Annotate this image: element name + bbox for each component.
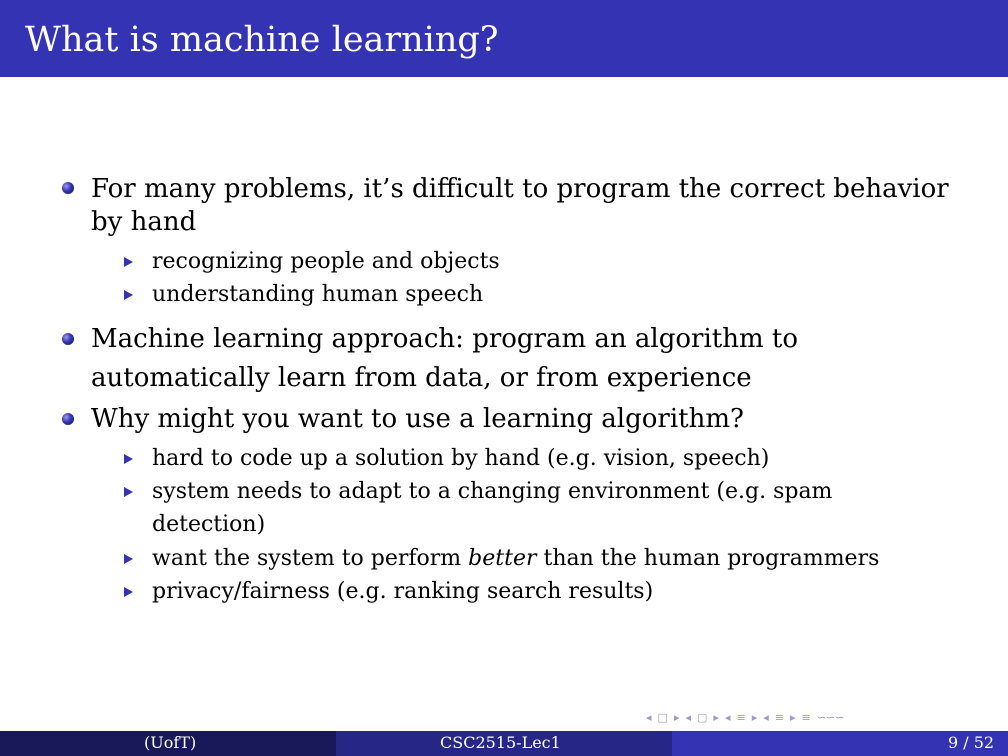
nav-prev-subsection-icon[interactable]: ◂	[685, 710, 691, 724]
triangle-bullet-icon	[124, 587, 133, 597]
bullet-icon	[62, 182, 74, 194]
footer-right-panel	[672, 731, 1008, 756]
sub-bullet-3-2: system needs to adapt to a changing environment (e.g. spam	[152, 479, 833, 504]
sub-bullet-3-4: privacy/fairness (e.g. ranking search results)	[152, 579, 654, 604]
nav-prev-frame-icon[interactable]: ◂	[646, 710, 652, 724]
bullet-2-line-2: automatically learn from data, or from experience	[91, 363, 752, 393]
nav-appendix-icon[interactable]: ≡	[801, 710, 811, 724]
triangle-bullet-icon	[124, 454, 133, 464]
footer-left-panel	[0, 731, 336, 756]
nav-search-icon[interactable]: ∽∽∽	[816, 710, 845, 724]
footer-institution: (UofT)	[144, 733, 197, 752]
nav-next-subsection-icon[interactable]: ▸	[713, 710, 719, 724]
bullet-3-line-1: Why might you want to use a learning algorithm?	[91, 404, 744, 434]
bullet-icon	[62, 413, 74, 425]
nav-document-icon[interactable]: ≡	[774, 710, 784, 724]
emphasis-better: better	[468, 546, 537, 571]
bullet-2-line-1: Machine learning approach: program an algorithm to	[91, 324, 798, 354]
bullet-1-line-1: For many problems, it’s difficult to program the correct behavior	[91, 174, 949, 204]
sub-bullet-3-1: hard to code up a solution by hand (e.g. vision, speech)	[152, 446, 770, 471]
nav-section-icon[interactable]: ≡	[736, 710, 746, 724]
footer-course: CSC2515-Lec1	[440, 733, 561, 752]
bullet-1-line-2: by hand	[91, 207, 197, 237]
triangle-bullet-icon	[124, 290, 133, 300]
triangle-bullet-icon	[124, 554, 133, 564]
nav-frame-icon[interactable]: □	[657, 710, 668, 724]
sub-bullet-1-1: recognizing people and objects	[152, 249, 500, 274]
footer	[0, 731, 1008, 756]
footer-page-number: 9 / 52	[948, 733, 995, 752]
bullet-icon	[62, 333, 74, 345]
sub-bullet-3-2-cont: detection)	[152, 512, 266, 537]
footer-center-panel	[336, 731, 672, 756]
beamer-navigation	[646, 708, 844, 726]
sub-bullet-3-3-part-1: want the system to perform	[152, 546, 469, 571]
sub-bullet-3-3-part-2: than the human programmers	[536, 546, 880, 571]
nav-subsection-icon[interactable]: ▢	[697, 710, 708, 724]
slide-title: What is machine learning?	[25, 20, 499, 60]
nav-prev-section-icon[interactable]: ◂	[724, 710, 731, 724]
nav-prev-document-icon[interactable]: ◂	[763, 710, 769, 724]
triangle-bullet-icon	[124, 257, 133, 267]
nav-next-section-icon[interactable]: ▸	[751, 710, 758, 724]
triangle-bullet-icon	[124, 487, 133, 497]
sub-bullet-1-2: understanding human speech	[152, 282, 484, 307]
nav-next-frame-icon[interactable]: ▸	[673, 710, 680, 724]
nav-next-document-icon[interactable]: ▸	[789, 710, 796, 724]
sub-bullet-3-3	[152, 542, 952, 575]
